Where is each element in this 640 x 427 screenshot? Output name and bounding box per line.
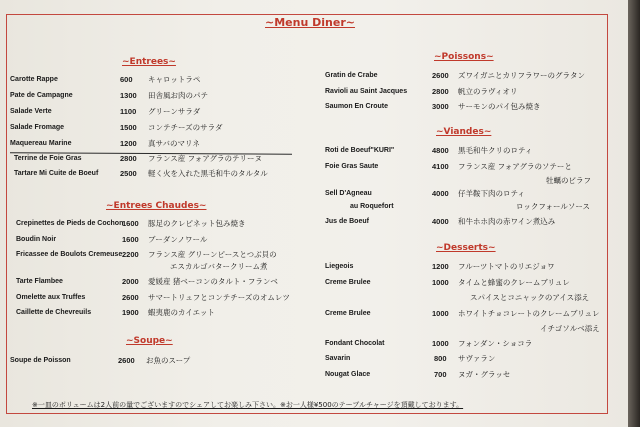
chaude-name: Tarte Flambee <box>16 278 63 285</box>
poisson-price: 2600 <box>432 71 449 80</box>
entree-name: Tartare Mi Cuite de Boeuf <box>14 170 99 177</box>
chaude-price: 2200 <box>122 250 139 259</box>
chaude-jp: フランス産 グリーンピースとつぶ貝の <box>148 250 277 259</box>
dessert-jp: フルーツトマトのリエジョワ <box>458 262 555 271</box>
entree-jp: フランス産 フォアグラのテリーヌ <box>148 154 263 163</box>
viande-price: 4000 <box>432 189 449 198</box>
viande-name: Sell D'Agneau <box>325 190 372 197</box>
section-viandes-heading: ~Viandes~ <box>436 127 492 137</box>
chaude-name: Crepinettes de Pieds de Cochon <box>16 220 124 227</box>
chaude-price: 2000 <box>122 277 139 286</box>
poisson-jp: サーモンのパイ包み焼き <box>458 102 541 111</box>
poisson-jp: ズワイガニとカリフラワーのグラタン <box>458 71 585 80</box>
chaude-name: Omelette aux Truffes <box>16 294 86 301</box>
dessert-jp-line2: スパイスとコニャックのアイス添え <box>470 293 590 302</box>
poisson-name: Saumon En Croute <box>325 103 389 110</box>
dessert-name: Savarin <box>325 355 351 362</box>
dessert-name: Creme Brulee <box>325 279 371 286</box>
dessert-price: 1000 <box>432 309 449 318</box>
chaude-name: Boudin Noir <box>16 236 57 243</box>
entree-jp: キャロットラペ <box>148 75 201 84</box>
poisson-price: 3000 <box>432 102 449 111</box>
entree-price: 2800 <box>120 154 137 163</box>
entree-price: 1300 <box>120 91 137 100</box>
dessert-price: 700 <box>434 370 447 379</box>
viande-name: Roti de Boeuf"KURI" <box>325 147 395 154</box>
chaude-jp: サマートリュフとコンテチーズのオムレツ <box>148 293 290 302</box>
entree-jp: 真サバのマリネ <box>148 139 200 148</box>
dessert-price: 1200 <box>432 262 449 271</box>
dessert-name: Nougat Glace <box>325 371 371 378</box>
entree-jp: 軽く火を入れた黒毛和牛のタルタル <box>148 169 268 178</box>
chaude-jp: 豚足のクレピネット包み焼き <box>148 219 246 228</box>
chaude-price: 1600 <box>122 219 139 228</box>
chaude-jp: ブーダンノワール <box>148 235 208 244</box>
chaude-price: 2600 <box>122 293 139 302</box>
entree-name: Carotte Rappe <box>10 76 58 83</box>
background-edge <box>628 0 640 427</box>
entree-price: 2500 <box>120 169 137 178</box>
chaude-jp: 蝦夷鹿のカイエット <box>148 308 215 317</box>
entree-name: Pate de Campagne <box>10 92 73 99</box>
section-entrees-heading: ~Entrees~ <box>122 57 176 67</box>
section-poissons-heading: ~Poissons~ <box>434 52 494 62</box>
dessert-name: Creme Brulee <box>325 310 371 317</box>
dessert-jp: フォンダン・ショコラ <box>458 339 533 348</box>
dessert-price: 800 <box>434 354 447 363</box>
entree-price: 1500 <box>120 123 137 132</box>
viande-price: 4000 <box>432 217 449 226</box>
dessert-price: 1000 <box>432 339 449 348</box>
section-entrees-chaudes-heading: ~Entrees Chaudes~ <box>106 201 207 211</box>
chaude-name: Fricassee de Boulots Cremeuse <box>16 251 123 258</box>
section-soupe-heading: ~Soupe~ <box>126 336 173 346</box>
entree-name: Salade Fromage <box>10 124 65 131</box>
entree-name: Maquereau Marine <box>10 140 72 147</box>
dessert-name: Fondant Chocolat <box>325 340 385 347</box>
poisson-price: 2800 <box>432 87 449 96</box>
chaude-price: 1600 <box>122 235 139 244</box>
soupe-jp: お魚のスープ <box>146 356 191 365</box>
chaude-name: Caillette de Chevreuils <box>16 309 92 316</box>
footer-note: ※一皿のボリュームは2人前の量でございますのでシェアしてお楽しみ下さい。※お一人様¥500のテーブルチャージを頂戴しております。 <box>32 401 464 409</box>
poisson-jp: 帆立のラヴィオリ <box>458 87 518 96</box>
dessert-jp: ヌガ・グラッセ <box>458 370 511 379</box>
viande-name-line2: au Roquefort <box>350 203 394 210</box>
entree-price: 600 <box>120 75 133 84</box>
dessert-jp-line2: イチゴソルベ添え <box>540 324 600 333</box>
menu-title: ~Menu Diner~ <box>265 16 355 29</box>
viande-price: 4800 <box>432 146 449 155</box>
soupe-price: 2600 <box>118 356 135 365</box>
viande-jp: 仔羊鞍下肉のロティ <box>458 189 525 198</box>
poisson-name: Gratin de Crabe <box>325 72 378 79</box>
viande-jp: フランス産 フォアグラのソテーと <box>458 162 572 171</box>
viande-jp-line2: 牡蠣のビラフ <box>546 176 591 185</box>
viande-name: Foie Gras Saute <box>325 163 379 170</box>
entree-jp: 田舎風お肉のパテ <box>148 91 208 100</box>
chaude-jp: 愛媛産 猪ベーコンのタルト・フランベ <box>148 277 278 286</box>
viande-jp: 黒毛和牛クリのロティ <box>458 146 533 155</box>
chaude-price: 1900 <box>122 308 139 317</box>
viande-jp: 和牛ホホ肉の赤ワイン煮込み <box>458 217 556 226</box>
viande-jp-line2: ロックフォールソース <box>516 202 590 211</box>
chaude-jp-line2: エスカルゴバタークリーム煮 <box>170 262 268 271</box>
entree-name: Salade Verte <box>10 108 52 115</box>
viande-name: Jus de Boeuf <box>325 218 369 225</box>
entree-price: 1200 <box>120 139 137 148</box>
poisson-name: Ravioli au Saint Jacques <box>325 88 408 95</box>
dessert-jp: タイムと蜂蜜のクレームブリュレ <box>458 278 570 287</box>
entree-jp: グリーンサラダ <box>148 107 201 116</box>
dessert-price: 1000 <box>432 278 449 287</box>
dessert-name: Liegeois <box>325 263 354 270</box>
soupe-name: Soupe de Poisson <box>10 357 71 364</box>
dessert-jp: ホワイトチョコレートのクレームブリュレ <box>458 309 600 318</box>
dessert-jp: サヴァラン <box>458 354 496 363</box>
entree-jp: コンテチーズのサラダ <box>148 123 223 132</box>
section-desserts-heading: ~Desserts~ <box>436 243 496 253</box>
entree-price: 1100 <box>120 107 137 116</box>
entree-name: Terrine de Foie Gras <box>14 155 82 162</box>
viande-price: 4100 <box>432 162 449 171</box>
